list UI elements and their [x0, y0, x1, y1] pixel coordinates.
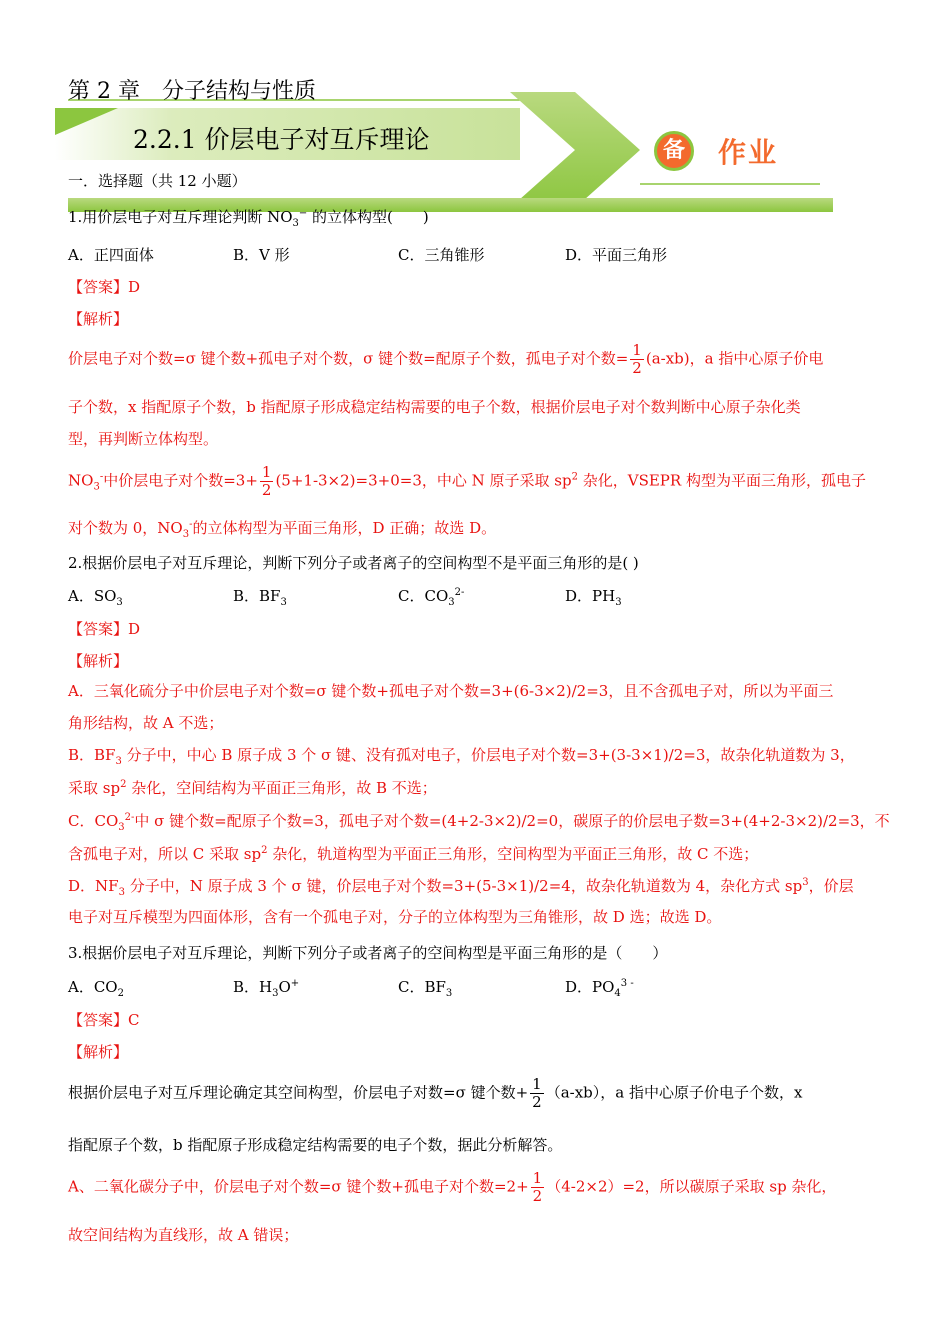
q3-analysis-line-2: 指配原子个数，b 指配原子形成稳定结构需要的电子个数，据此分析解答。: [68, 1136, 563, 1154]
q2-analysis-b-1: B．$BF_3$ 分子中，中心 B 原子成 3 个 σ 键、没有孤对电子，价层电子对个数=3+(3-3×1)/2=3，故杂化轨道数为 3，: [68, 746, 855, 767]
badge-icon: 备: [654, 131, 694, 171]
lesson-title: 2.2.1 价层电子对互斥理论: [133, 125, 430, 154]
q1-analysis-line-1: 价层电子对个数=σ 键个数+孤电子对个数，σ 键个数=配原子个数，孤电子对个数= $\frac{1}{2}$ (a-xb)，a 指中心原子价电: [68, 341, 824, 377]
q3-option-a: A．$CO_2$: [68, 978, 124, 999]
q2-option-d: D．$PH_3$: [565, 587, 622, 608]
q2-analysis-c-2: 含孤电子对，所以 C 采取 $sp^2$ 杂化，轨道构型为平面正三角形，空间构型为平面正三角形，故 C 不选；: [68, 845, 759, 863]
q1-option-a: A．正四面体: [68, 246, 154, 264]
q1-answer: 【答案】D: [68, 278, 141, 296]
question-2-stem: 2.根据价层电子对互斥理论，判断下列分子或者离子的空间构型不是平面三角形的是( ): [68, 554, 639, 572]
q1-analysis-line-4: $NO_3^-$中价层电子对个数=3+ $\frac{1}{2}$ (5+1-3×2)=3+0=3，中心 N 原子采取 $sp^2$ 杂化，VSEPR 构型为平面三角形，孤电子: [68, 463, 866, 499]
q2-answer: 【答案】D: [68, 620, 141, 638]
q2-option-a: A．$SO_3$: [68, 587, 123, 608]
q3-option-d: D．$PO_4^{3 -}$: [565, 978, 634, 999]
header-banner: [0, 0, 950, 230]
chapter-title: 第 2 章 分子结构与性质: [68, 79, 316, 104]
q1-option-b: B．V 形: [233, 246, 290, 264]
q2-option-b: B．$BF_3$: [233, 587, 287, 608]
q3-analysis-line-4: 故空间结构为直线形，故 A 错误；: [68, 1226, 299, 1244]
fraction-half: $\frac{1}{2}$: [632, 341, 642, 377]
q1-analysis-line-2: 子个数，x 指配原子个数，b 指配原子形成稳定结构需要的电子个数，根据价层电子对个数判断中心原子杂化类: [68, 398, 801, 416]
fraction-half: $\frac{1}{2}$: [532, 1075, 542, 1111]
q3-option-b: B．$H_3O^+$: [233, 978, 300, 999]
q1-analysis-line-5: 对个数为 0，$NO_3^-$的立体构型为平面三角形，D 正确；故选 D。: [68, 519, 497, 540]
fraction-half: $\frac{1}{2}$: [261, 463, 272, 499]
homework-label: 作业: [718, 136, 779, 169]
q1-analysis-line-3: 型，再判断立体构型。: [68, 430, 219, 448]
q1-analysis-label: 【解析】: [68, 310, 129, 328]
fraction-half: $\frac{1}{2}$: [532, 1169, 543, 1205]
section-heading: 一．选择题（共 12 小题）: [68, 172, 247, 190]
q2-analysis-a-2: 角形结构，故 A 不选；: [68, 714, 224, 732]
question-1-stem: 1.用价层电子对互斥理论判断 $NO_3^-$ 的立体构型( ): [68, 208, 429, 229]
q2-analysis-label: 【解析】: [68, 652, 129, 670]
q3-analysis-line-1: 根据价层电子对互斥理论确定其空间构型，价层电子对数=σ 键个数+ $\frac{1}{2}$ （a-xb），a 指中心原子价电子个数，x: [68, 1075, 803, 1111]
q3-analysis-line-3: A、二氧化碳分子中，价层电子对个数=σ 键个数+孤电子对个数=2+ $\frac{1}{2}$ （4-2×2）=2，所以碳原子采取 sp 杂化，: [68, 1169, 837, 1205]
q1-option-c: C．三角锥形: [398, 246, 485, 264]
q3-option-c: C．$BF_3$: [398, 978, 453, 999]
q3-analysis-label: 【解析】: [68, 1043, 129, 1061]
q2-analysis-d-2: 电子对互斥模型为四面体形，含有一个孤电子对，分子的立体构型为三角锥形，故 D 选；故选 D。: [68, 908, 722, 926]
q2-analysis-c-1: C．$CO_3^{2-}$中 σ 键个数=配原子个数=3，孤电子对个数=(4+2-3×2)/2=0，碳原子的价层电子数=3+(4+2-3×2)/2=3，不: [68, 812, 890, 833]
q1-option-d: D．平面三角形: [565, 246, 668, 264]
q2-analysis-d-1: D．$NF_3$ 分子中，N 原子成 3 个 σ 键，价层电子对个数=3+(5-3×1)/2=4，故杂化轨道数为 4，杂化方式 $sp^3$，价层: [68, 877, 854, 898]
q2-option-c: C．$CO_3^{2-}$: [398, 587, 465, 608]
question-3-stem: 3.根据价层电子对互斥理论，判断下列分子或者离子的空间构型是平面三角形的是（ ）: [68, 944, 668, 962]
q2-analysis-a-1: A．三氧化硫分子中价层电子对个数=σ 键个数+孤电子对个数=3+(6-3×2)/2=3，且不含孤电子对，所以为平面三: [68, 682, 834, 700]
q2-analysis-b-2: 采取 $sp^2$ 杂化，空间结构为平面正三角形，故 B 不选；: [68, 779, 437, 797]
q3-answer: 【答案】C: [68, 1011, 140, 1029]
